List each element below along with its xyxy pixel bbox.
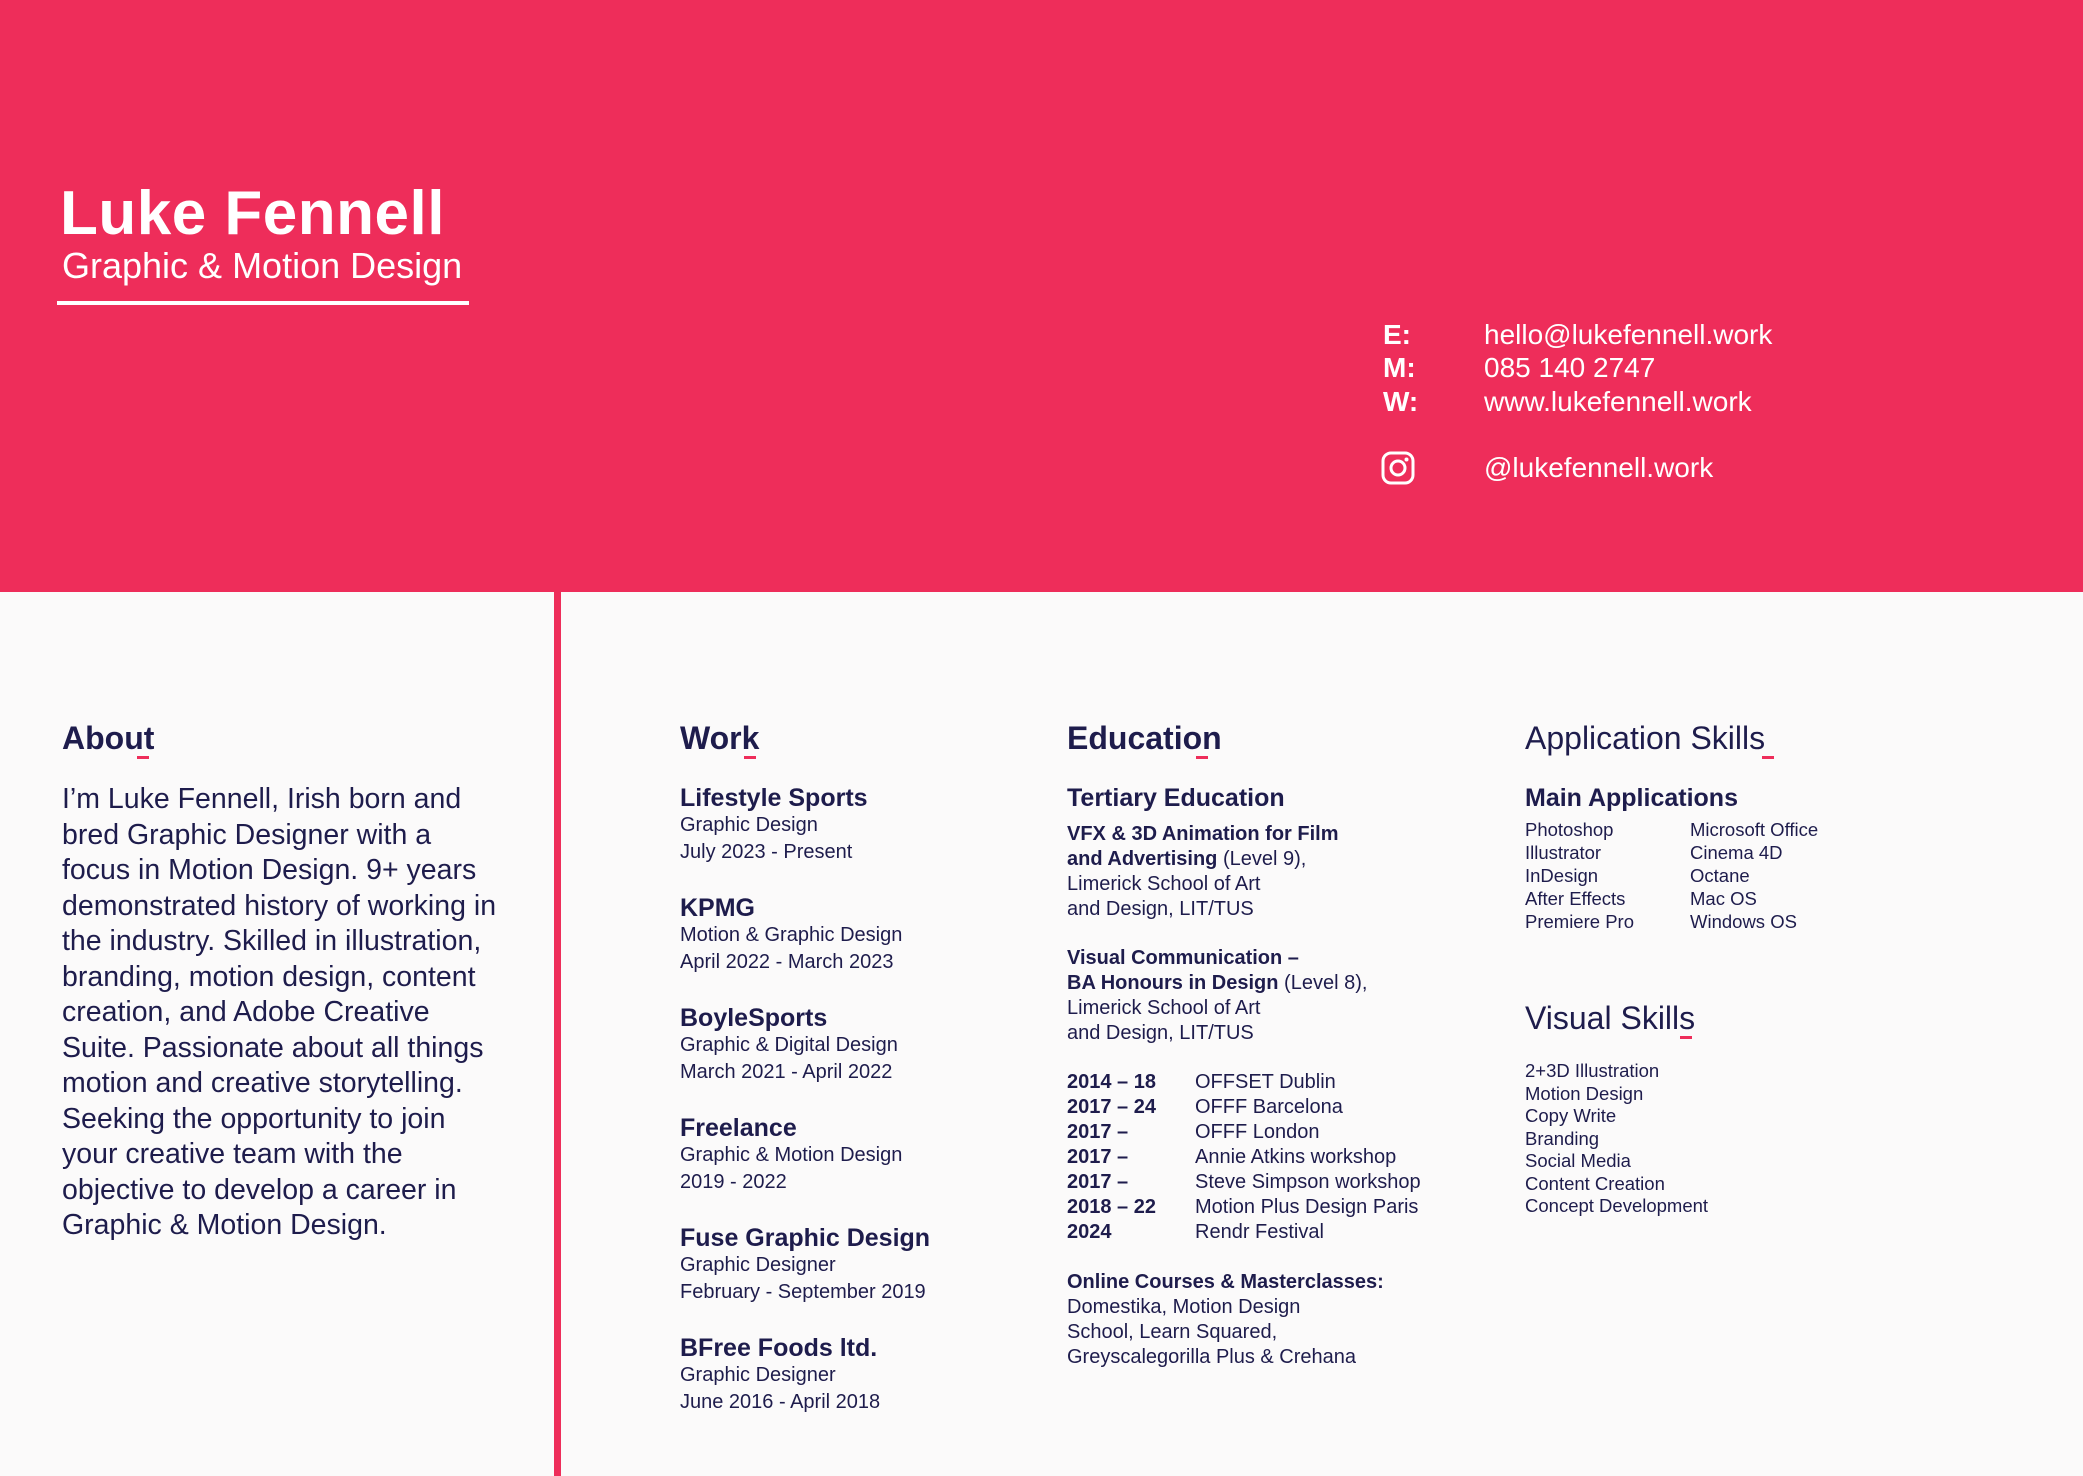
degree-level: (Level 9), [1217,848,1307,870]
visual-skill-item: Social Media [1525,1150,1631,1171]
application-skills-title-accent [1762,756,1774,759]
about-title: About [62,720,155,756]
event-years: 2017 – [1067,1146,1129,1168]
web-label: W: [1383,386,1419,417]
event-row [1067,1120,1467,1145]
app-item: Premiere Pro [1525,911,1634,932]
email-label: E: [1383,319,1411,350]
applications-grid [1525,818,1985,933]
work-title-accent [744,756,756,759]
name-heading: Luke Fennell [60,179,445,248]
tagline-underline [57,301,469,305]
main-applications-title: Main Applications [1525,784,1738,812]
visual-skills-title: Visual Skills [1525,1000,1696,1036]
event-name: Annie Atkins workshop [1195,1146,1397,1168]
app-item: Microsoft Office [1690,819,1819,840]
work-item [680,894,1020,1004]
app-item: Photoshop [1525,819,1614,840]
visual-skill-item: 2+3D Illustration [1525,1060,1660,1081]
courses-line: Greyscalegorilla Plus & Crehana [1067,1346,1357,1368]
app-item: InDesign [1525,865,1599,886]
education-title-accent [1196,756,1208,759]
applications-column [1525,818,1690,933]
event-years: 2017 – 24 [1067,1096,1156,1118]
job-dates: March 2021 - April 2022 [680,1061,893,1083]
applications-column [1690,818,1855,933]
event-name: OFFSET Dublin [1195,1071,1336,1093]
work-item [680,1114,1020,1224]
app-item: Cinema 4D [1690,842,1783,863]
visual-skills-list [1525,1060,1708,1218]
degree-line: and Design, LIT/TUS [1067,898,1254,920]
job-company: KPMG [680,894,755,922]
event-name: OFFF Barcelona [1195,1096,1343,1118]
degree-name: and Advertising [1067,848,1218,870]
column-divider [554,592,561,1476]
event-row [1067,1095,1467,1120]
app-item: Illustrator [1525,842,1602,863]
degree-line [1067,847,1467,872]
job-company: BoyleSports [680,1004,828,1032]
website-link[interactable]: www.lukefennell.work [1484,386,1752,417]
courses-line: School, Learn Squared, [1067,1321,1278,1343]
event-years: 2024 [1067,1221,1112,1243]
job-dates: July 2023 - Present [680,841,853,863]
event-years: 2014 – 18 [1067,1071,1156,1093]
header-banner [0,0,2083,592]
job-role: Graphic & Digital Design [680,1034,898,1056]
mobile-number[interactable]: 085 140 2747 [1484,352,1656,383]
event-name: Rendr Festival [1195,1221,1324,1243]
job-role: Graphic Designer [680,1254,836,1276]
application-skills-section [1525,784,1985,933]
courses-line: Domestika, Motion Design [1067,1296,1301,1318]
job-dates: June 2016 - April 2018 [680,1391,881,1413]
app-item: After Effects [1525,888,1626,909]
events-list [1067,1070,1467,1245]
education-title: Education [1067,720,1222,756]
degree-name: BA Honours in Design [1067,972,1279,994]
job-dates: 2019 - 2022 [680,1171,787,1193]
courses-title: Online Courses & Masterclasses: [1067,1271,1384,1293]
visual-skill-item: Motion Design [1525,1082,1644,1104]
about-title-accent [137,756,149,759]
degree-line: and Design, LIT/TUS [1067,1022,1254,1044]
event-row [1067,1170,1467,1195]
job-company: Freelance [680,1114,797,1142]
degree-entry [1067,822,1467,922]
degree-line: Visual Communication – [1067,947,1299,969]
work-item [680,1334,1020,1444]
event-row [1067,1145,1467,1170]
job-role: Graphic Designer [680,1364,836,1386]
event-name: Motion Plus Design Paris [1195,1196,1419,1218]
job-company: Fuse Graphic Design [680,1224,931,1252]
work-title: Work [680,720,760,756]
degree-level: (Level 8), [1278,972,1368,994]
degree-line [1067,971,1467,996]
instagram-icon[interactable] [1381,451,1415,485]
event-name: Steve Simpson workshop [1195,1171,1421,1193]
event-row [1067,1220,1467,1245]
job-role: Graphic & Motion Design [680,1144,903,1166]
app-item: Windows OS [1690,911,1797,932]
job-company: BFree Foods ltd. [680,1334,878,1362]
visual-skills-title-accent [1680,1036,1692,1039]
email-link[interactable]: hello@lukefennell.work [1484,319,1773,350]
work-item [680,1224,1020,1334]
tagline: Graphic & Motion Design [62,245,463,286]
job-company: Lifestyle Sports [680,784,868,812]
job-dates: April 2022 - March 2023 [680,951,894,973]
degree-line: Limerick School of Art [1067,873,1261,895]
job-role: Graphic Design [680,814,818,836]
work-item [680,1004,1020,1114]
mobile-label: M: [1383,352,1416,383]
visual-skill-item: Concept Development [1525,1195,1709,1216]
degree-line: VFX & 3D Animation for Film [1067,823,1339,845]
app-item: Octane [1690,865,1750,886]
about-text: I’m Luke Fennell, Irish born and bred Graphic Designer with a focus in Motion Design. 9+ years demonstrated history of working in the industry. Skilled in illustration, branding, motion design, content creation, and Adobe Creative Suite. Passionate about all things motion and creative storytelling. Seeking the opportunity to join your creative team with the objective to develop a career in Graphic & Motion Design. [62,783,497,1241]
job-dates: February - September 2019 [680,1281,926,1303]
degree-entry [1067,946,1467,1046]
tertiary-education-title: Tertiary Education [1067,784,1285,812]
visual-skill-item: Copy Write [1525,1105,1617,1126]
education-section [1067,784,1467,1370]
application-skills-title: Application Skills [1525,720,1766,756]
visual-skill-item: Content Creation [1525,1172,1665,1194]
visual-skill-item: Branding [1525,1127,1600,1149]
event-years: 2017 – [1067,1171,1129,1193]
work-list [680,784,1020,1444]
event-years: 2017 – [1067,1121,1129,1143]
event-row [1067,1195,1467,1220]
work-item [680,784,1020,894]
event-years: 2018 – 22 [1067,1196,1156,1218]
event-name: OFFF London [1195,1121,1320,1143]
job-role: Motion & Graphic Design [680,924,903,946]
event-row [1067,1070,1467,1095]
instagram-handle[interactable]: @lukefennell.work [1484,452,1714,483]
app-item: Mac OS [1690,888,1757,909]
degree-line: Limerick School of Art [1067,997,1261,1019]
